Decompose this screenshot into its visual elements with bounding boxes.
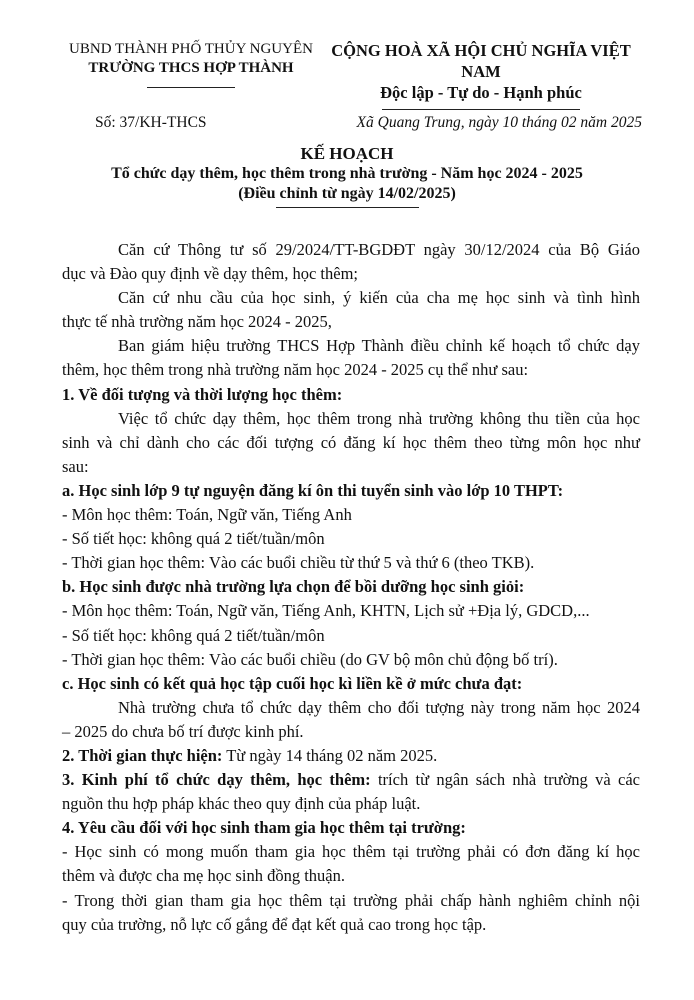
- paragraph-line: sau:: [62, 456, 89, 476]
- national-motto: Độc lập - Tự do - Hạnh phúc: [380, 83, 582, 102]
- paragraph-line: quy của trường, nỗ lực cố gắng để đạt kết quả cao trong học tập.: [62, 914, 487, 934]
- issuing-authority: [60, 40, 322, 88]
- document-date: Xã Quang Trung, ngày 10 tháng 02 năm 2025: [356, 114, 642, 131]
- list-item: - Thời gian học thêm: Vào các buổi chiều (do GV bộ môn chủ động bố trí).: [62, 649, 558, 669]
- paragraph-line: dục và Đào quy định về dạy thêm, học thêm;: [62, 264, 359, 284]
- document-number: Số: 37/KH-THCS: [95, 114, 207, 131]
- list-item: - Học sinh có mong muốn tham gia học thêm tại trường phải có đơn đăng kí học: [62, 842, 640, 862]
- paragraph-line: Căn cứ Thông tư số 29/2024/TT-BGDĐT ngày 30/12/2024 của Bộ Giáo: [118, 240, 640, 259]
- section-heading: 2. Thời gian thực hiện:: [62, 745, 223, 765]
- title-subject: Tổ chức dạy thêm, học thêm trong nhà trường - Năm học 2024 - 2025: [111, 165, 583, 182]
- document-title: [0, 144, 694, 208]
- paragraph-line: Ban giám hiệu trường THCS Hợp Thành điều chỉnh kế hoạch tổ chức dạy: [118, 336, 640, 356]
- list-item: - Thời gian học thêm: Vào các buổi chiều từ thứ 5 và thứ 6 (theo TKB).: [62, 553, 535, 573]
- paragraph-line: Nhà trường chưa tổ chức dạy thêm cho đối tượng này trong năm học 2024: [118, 697, 640, 717]
- section-heading: 4. Yêu cầu đối với học sinh tham gia học thêm tại trường:: [62, 818, 466, 838]
- section-heading: 1. Về đối tượng và thời lượng học thêm:: [62, 384, 343, 404]
- subsection-heading: a. Học sinh lớp 9 tự nguyện đăng kí ôn thi tuyển sinh vào lớp 10 THPT:: [62, 480, 564, 500]
- paragraph-line: thêm, học thêm trong nhà trường năm học 2024 - 2025 cụ thể như sau:: [62, 360, 529, 380]
- national-name: CỘNG HOÀ XÃ HỘI CHỦ NGHĨA VIỆT NAM: [331, 41, 631, 81]
- paragraph-line: thêm và được cha mẹ học sinh đồng thuận.: [62, 866, 345, 886]
- paragraph-line: thực tế nhà trường năm học 2024 - 2025,: [62, 312, 332, 332]
- title-adjustment: (Điều chỉnh từ ngày 14/02/2025): [238, 185, 456, 202]
- section-text: Từ ngày 14 tháng 02 năm 2025.: [222, 745, 438, 765]
- section-heading: 3. Kinh phí tổ chức dạy thêm, học thêm:: [62, 770, 371, 790]
- national-header: [322, 40, 640, 110]
- subsection-heading: b. Học sinh được nhà trường lựa chọn để bồi dưỡng học sinh giỏi:: [62, 577, 525, 597]
- divider: [382, 109, 580, 110]
- list-item: - Môn học thêm: Toán, Ngữ văn, Tiếng Anh, KHTN, Lịch sử +Địa lý, GDCD,...: [62, 601, 590, 621]
- paragraph-line: Căn cứ nhu cầu của học sinh, ý kiến của cha mẹ học sinh và tình hình: [118, 288, 640, 308]
- section-2: [62, 744, 640, 768]
- authority-name: UBND THÀNH PHỐ THỦY NGUYÊN: [69, 41, 313, 57]
- list-item: - Môn học thêm: Toán, Ngữ văn, Tiếng Anh: [62, 505, 352, 525]
- list-item: - Số tiết học: không quá 2 tiết/tuần/môn: [62, 529, 325, 549]
- subsection-heading: c. Học sinh có kết quả học tập cuối học kì liền kề ở mức chưa đạt:: [62, 673, 523, 693]
- paragraph-line: – 2025 do chưa bố trí được kinh phí.: [62, 721, 304, 741]
- document-body: [62, 238, 640, 937]
- list-item: - Số tiết học: không quá 2 tiết/tuần/môn: [62, 625, 325, 645]
- divider: [276, 207, 419, 208]
- section-text: trích từ ngân sách nhà trường và các: [370, 770, 640, 790]
- paragraph-line: sinh và chỉ dành cho các đối tượng có đăng kí học thêm theo từng môn học như: [62, 432, 640, 452]
- title-main: KẾ HOẠCH: [300, 144, 394, 163]
- section-3: [62, 768, 640, 792]
- divider: [147, 87, 235, 88]
- list-item: - Trong thời gian tham gia học thêm tại trường phải chấp hành nghiêm chỉnh nội: [62, 890, 640, 910]
- paragraph-line: Việc tổ chức dạy thêm, học thêm trong nhà trường không thu tiền của học: [118, 408, 640, 428]
- school-name: TRƯỜNG THCS HỢP THÀNH: [88, 60, 294, 76]
- paragraph-line: nguồn thu hợp pháp khác theo quy định của pháp luật.: [62, 794, 421, 814]
